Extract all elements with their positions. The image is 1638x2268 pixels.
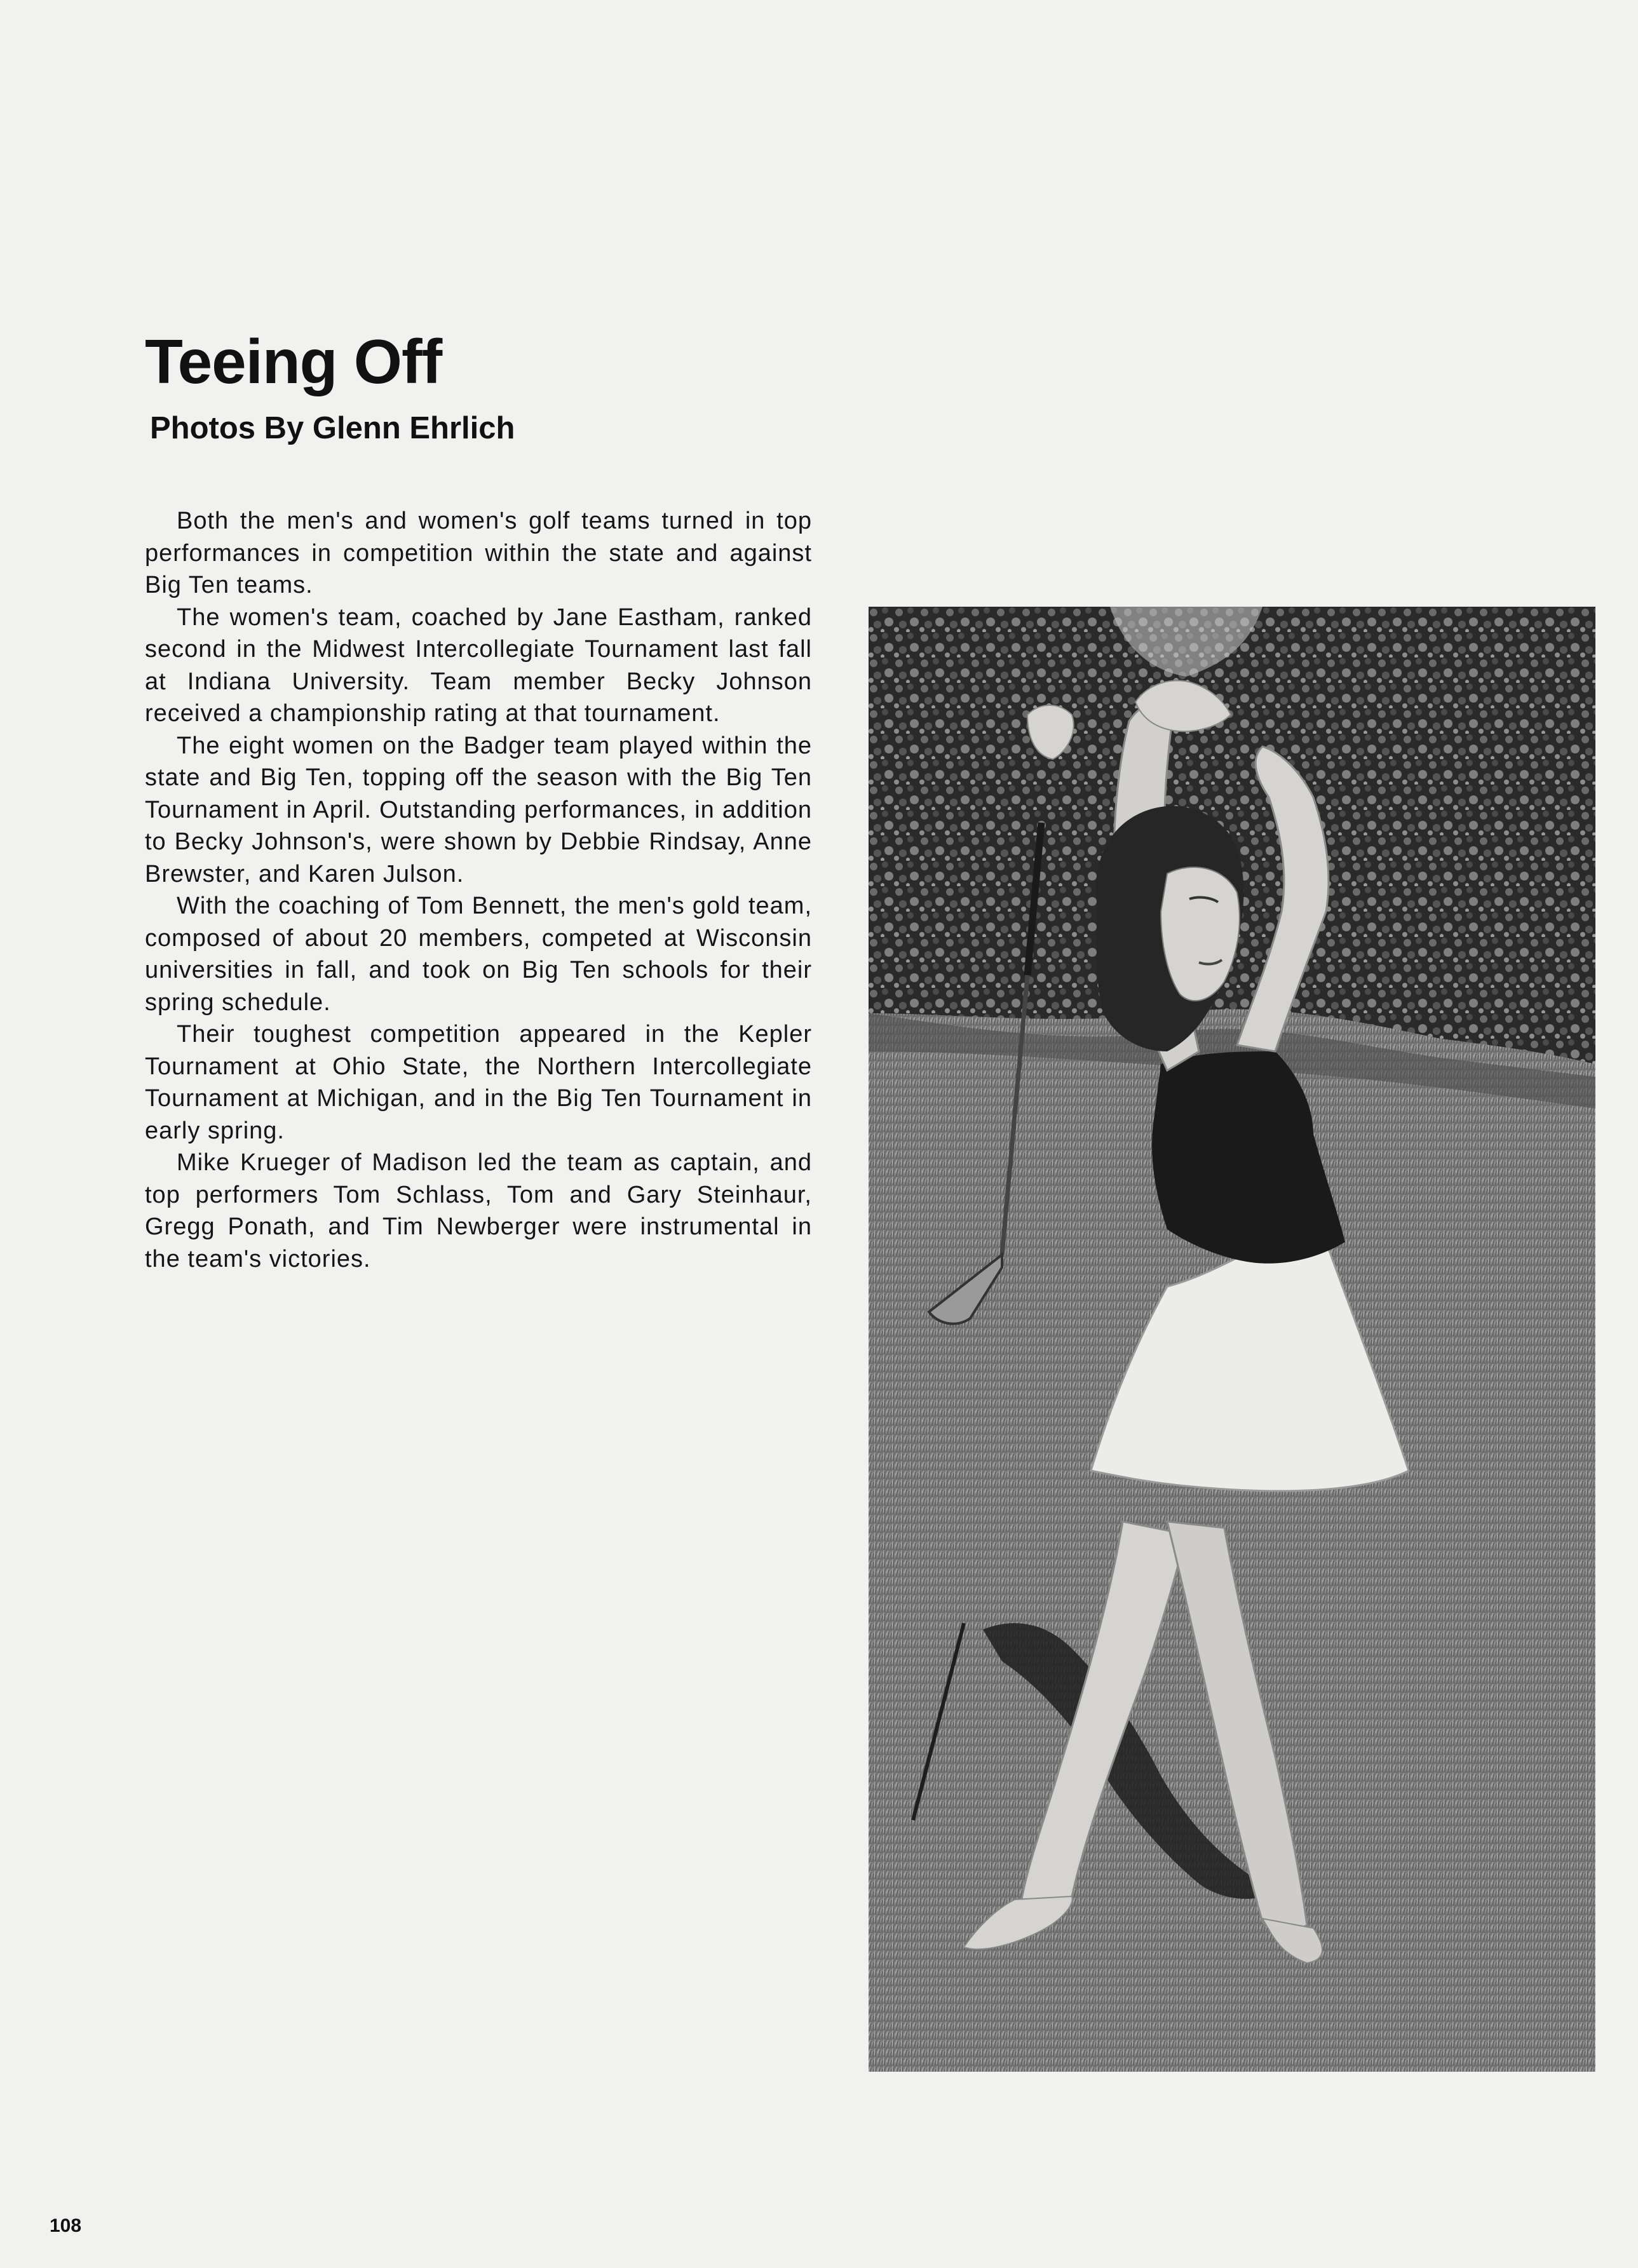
page-number: 108 bbox=[50, 2215, 82, 2236]
paragraph: Mike Krueger of Madison led the team as captain, and top performers Tom Schlass, Tom and Gary Steinhaur, Gregg Ponath, and Tim Newberger were instrumental in the team's victories. bbox=[145, 1149, 812, 1272]
paragraph: Both the men's and women's golf teams turned in top performances in competition within the state and against Big Ten teams. bbox=[145, 508, 812, 598]
paragraph: Their toughest competition appeared in the Kepler Tournament at Ohio State, the Northern Intercollegiate Tournament at Michigan, and in the Big Ten Tournament in early spring. bbox=[145, 1021, 812, 1144]
paragraph: With the coaching of Tom Bennett, the men's gold team, composed of about 20 members, competed at Wisconsin universities in fall, and took on Big Ten schools for their spring schedule. bbox=[145, 893, 812, 1016]
paragraph: The eight women on the Badger team played within the state and Big Ten, topping off the season with the Big Ten Tournament in April. Outstanding performances, in addition to Becky Johnson's, were shown by Debbie Rindsay, Anne Brewster, and Karen Julson. bbox=[145, 732, 812, 888]
article-body bbox=[145, 505, 812, 1275]
paragraph: The women's team, coached by Jane Eastham, ranked second in the Midwest Intercollegiate Tournament last fall at Indiana University. Team member Becky Johnson received a championship rating at that tournament. bbox=[145, 604, 812, 727]
article-title: Teeing Off bbox=[145, 327, 442, 396]
photo-credit-byline: Photos By Glenn Ehrlich bbox=[150, 411, 515, 445]
golfer-photo bbox=[869, 607, 1595, 2072]
